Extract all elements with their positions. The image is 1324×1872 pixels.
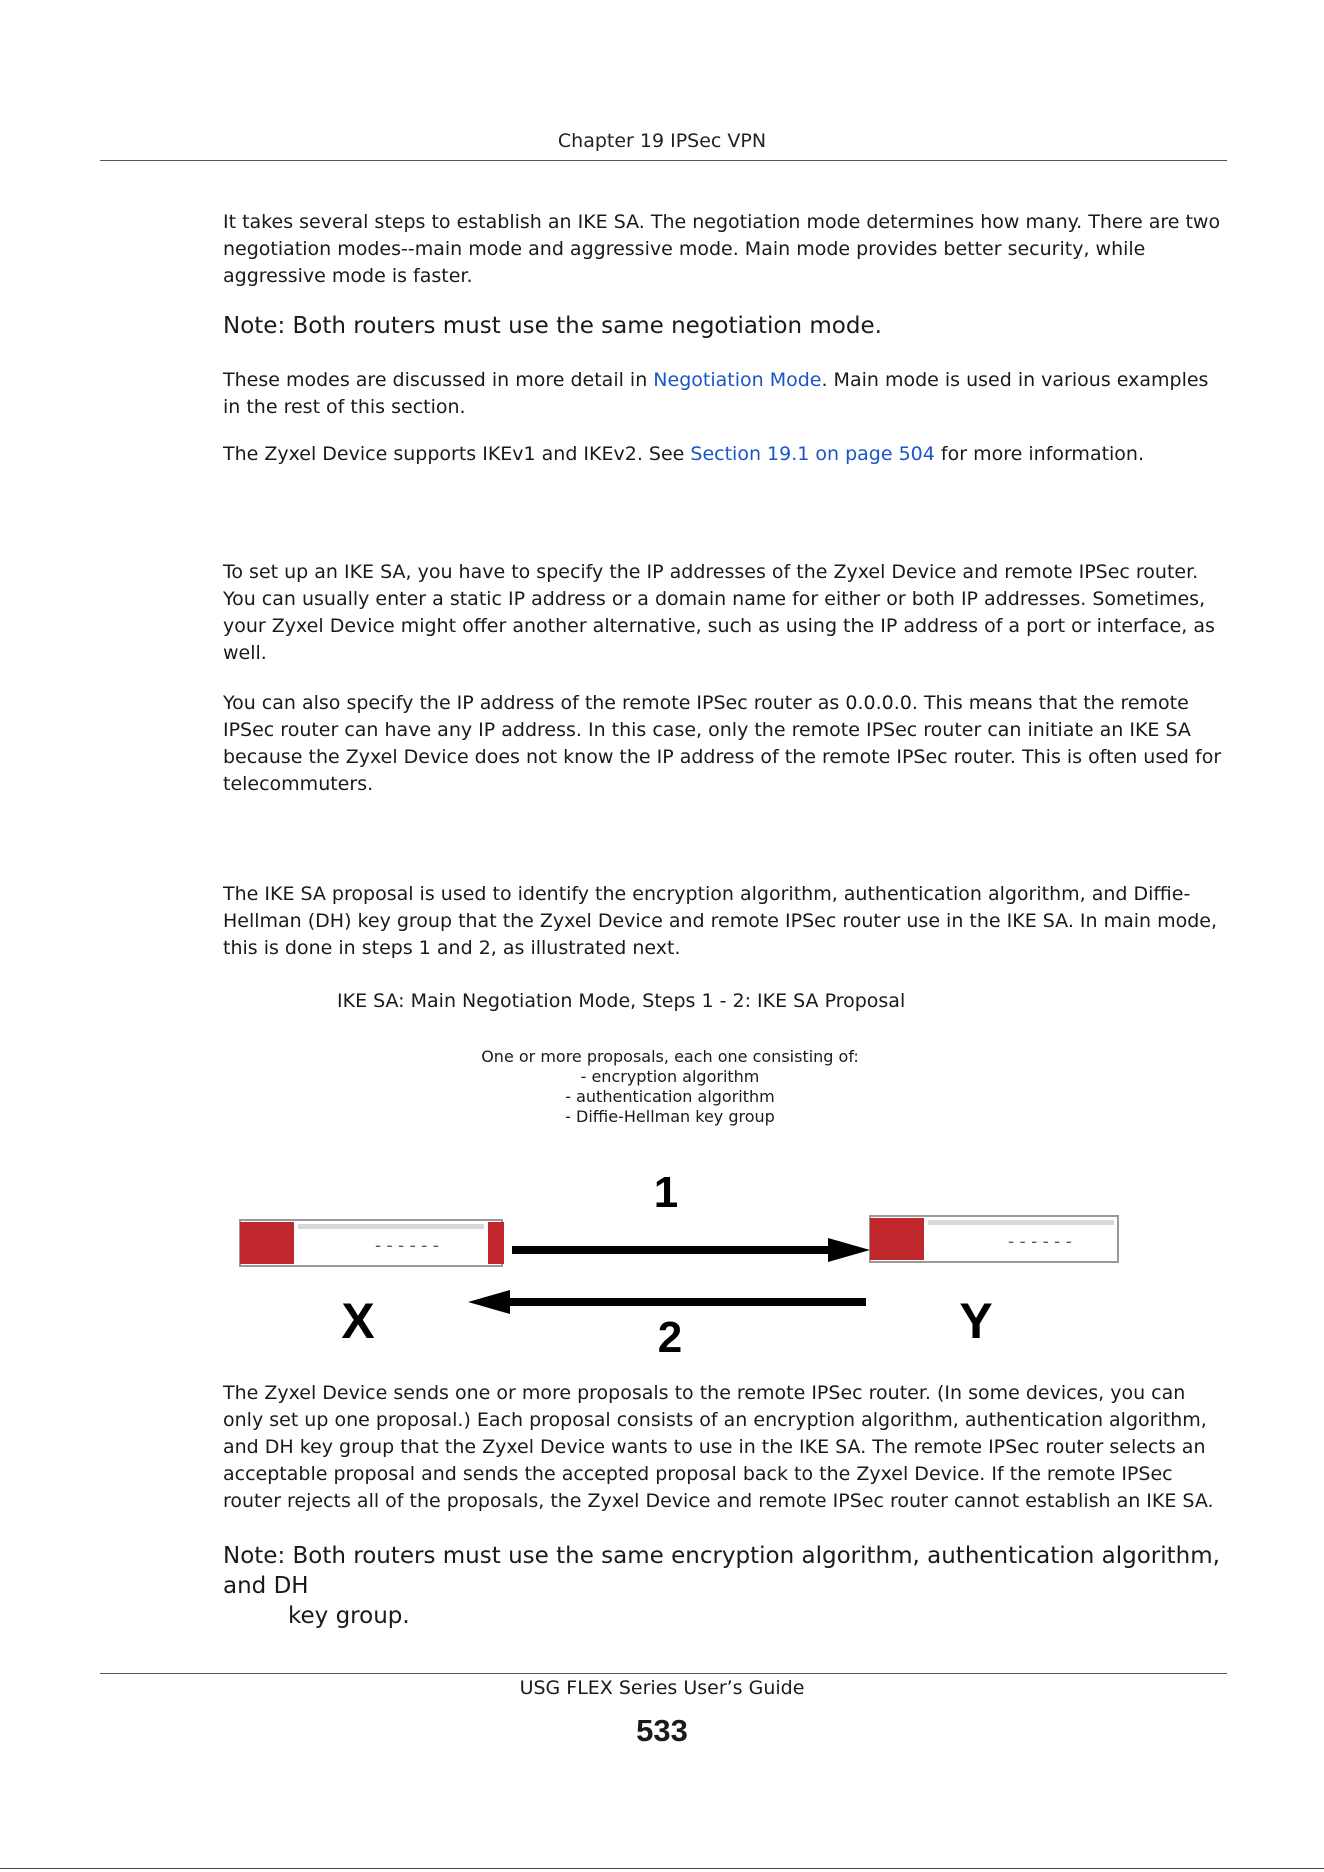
intro-paragraph: It takes several steps to establish an IKE SA. The negotiation mode determines how many. There are two negotiation modes--main mode and aggressive mode. Main mode provides better security, while aggressive mode is faster. <box>223 211 1221 287</box>
remote-ip-paragraph: You can also specify the IP address of the remote IPSec router as 0.0.0.0. This means that the remote IPSec router can have any IP address. In this case, only the remote IPSec router can initiate an IKE SA because the Zyxel Device does not know the IP address of the remote IPSec router. This is often used for telecommuters. <box>223 692 1222 795</box>
proposal-line: - Diffie-Hellman key group <box>565 1107 775 1126</box>
arrow-step-1 <box>512 1238 870 1262</box>
footer-divider <box>100 1673 1227 1674</box>
ip-address-paragraph: To set up an IKE SA, you have to specify the IP addresses of the Zyxel Device and remote IPSec router. You can usually enter a static IP address or a domain name for either or both IP addresses. Sometimes, your Zyxel Device might offer another alternative, such as using the IP address of a port or interface, as well. <box>223 561 1215 664</box>
bottom-edge-line <box>0 1868 1324 1869</box>
device-y-label: Y <box>959 1293 993 1349</box>
device-x <box>240 1220 504 1266</box>
step-2-label: 2 <box>657 1313 683 1360</box>
modes-paragraph <box>223 367 1228 421</box>
proposal-exchange-paragraph: The Zyxel Device sends one or more proposals to the remote IPSec router. (In some devices, you can only set up one proposal.) Each proposal consists of an encryption algorithm, authentication algorithm, and DH key group that the Zyxel Device wants to use in the IKE SA. The remote IPSec router selects an acceptable proposal and sends the accepted proposal back to the Zyxel Device. If the remote IPSec router rejects all of the proposals, the Zyxel Device and remote IPSec router cannot establish an IKE SA. <box>223 1382 1214 1512</box>
modes-text-start: These modes are discussed in more detail in <box>223 369 654 391</box>
chapter-header: Chapter 19 IPSec VPN <box>557 130 767 152</box>
figure-title: IKE SA: Main Negotiation Mode, Steps 1 - 2: IKE SA Proposal <box>337 990 906 1012</box>
negotiation-mode-note: Note: Both routers must use the same negotiation mode. <box>223 313 882 339</box>
algorithm-note-line-2: key group. <box>288 1603 410 1629</box>
ikev-text-end: for more information. <box>934 443 1145 465</box>
section-link[interactable]: Section 19.1 on page 504 <box>690 443 935 465</box>
modes-text-end: . Main mode is used in various examples in the rest of this section. <box>223 369 1209 418</box>
device-y-dots: - - - - - - <box>1008 1232 1072 1252</box>
proposal-description <box>420 1047 920 1127</box>
proposal-line: One or more proposals, each one consisting of: <box>481 1047 859 1066</box>
proposal-line: - authentication algorithm <box>565 1087 775 1106</box>
step-1-label: 1 <box>653 1168 679 1217</box>
ike-proposal-diagram <box>230 1160 1120 1360</box>
proposal-paragraph: The IKE SA proposal is used to identify the encryption algorithm, authentication algorithm, and Diffie-Hellman (DH) key group that the Zyxel Device and remote IPSec router use in the IKE SA. In main mode, this is done in steps 1 and 2, as illustrated next. <box>223 883 1218 959</box>
algorithm-note <box>223 1541 1233 1631</box>
negotiation-mode-link[interactable]: Negotiation Mode <box>653 369 822 391</box>
header-divider <box>100 160 1227 161</box>
guide-title: USG FLEX Series User’s Guide <box>519 1677 805 1699</box>
page-number: 533 <box>636 1713 688 1748</box>
device-y <box>870 1216 1118 1262</box>
proposal-line: - encryption algorithm <box>580 1067 760 1086</box>
ikev-paragraph <box>223 441 1228 468</box>
device-x-label: X <box>341 1293 375 1349</box>
algorithm-note-line-1: Note: Both routers must use the same encryption algorithm, authentication algorithm, and DH <box>223 1543 1220 1599</box>
ikev-text-start: The Zyxel Device supports IKEv1 and IKEv2. See <box>223 443 691 465</box>
arrow-step-2 <box>468 1290 866 1314</box>
device-x-dots: - - - - - - <box>375 1236 439 1256</box>
